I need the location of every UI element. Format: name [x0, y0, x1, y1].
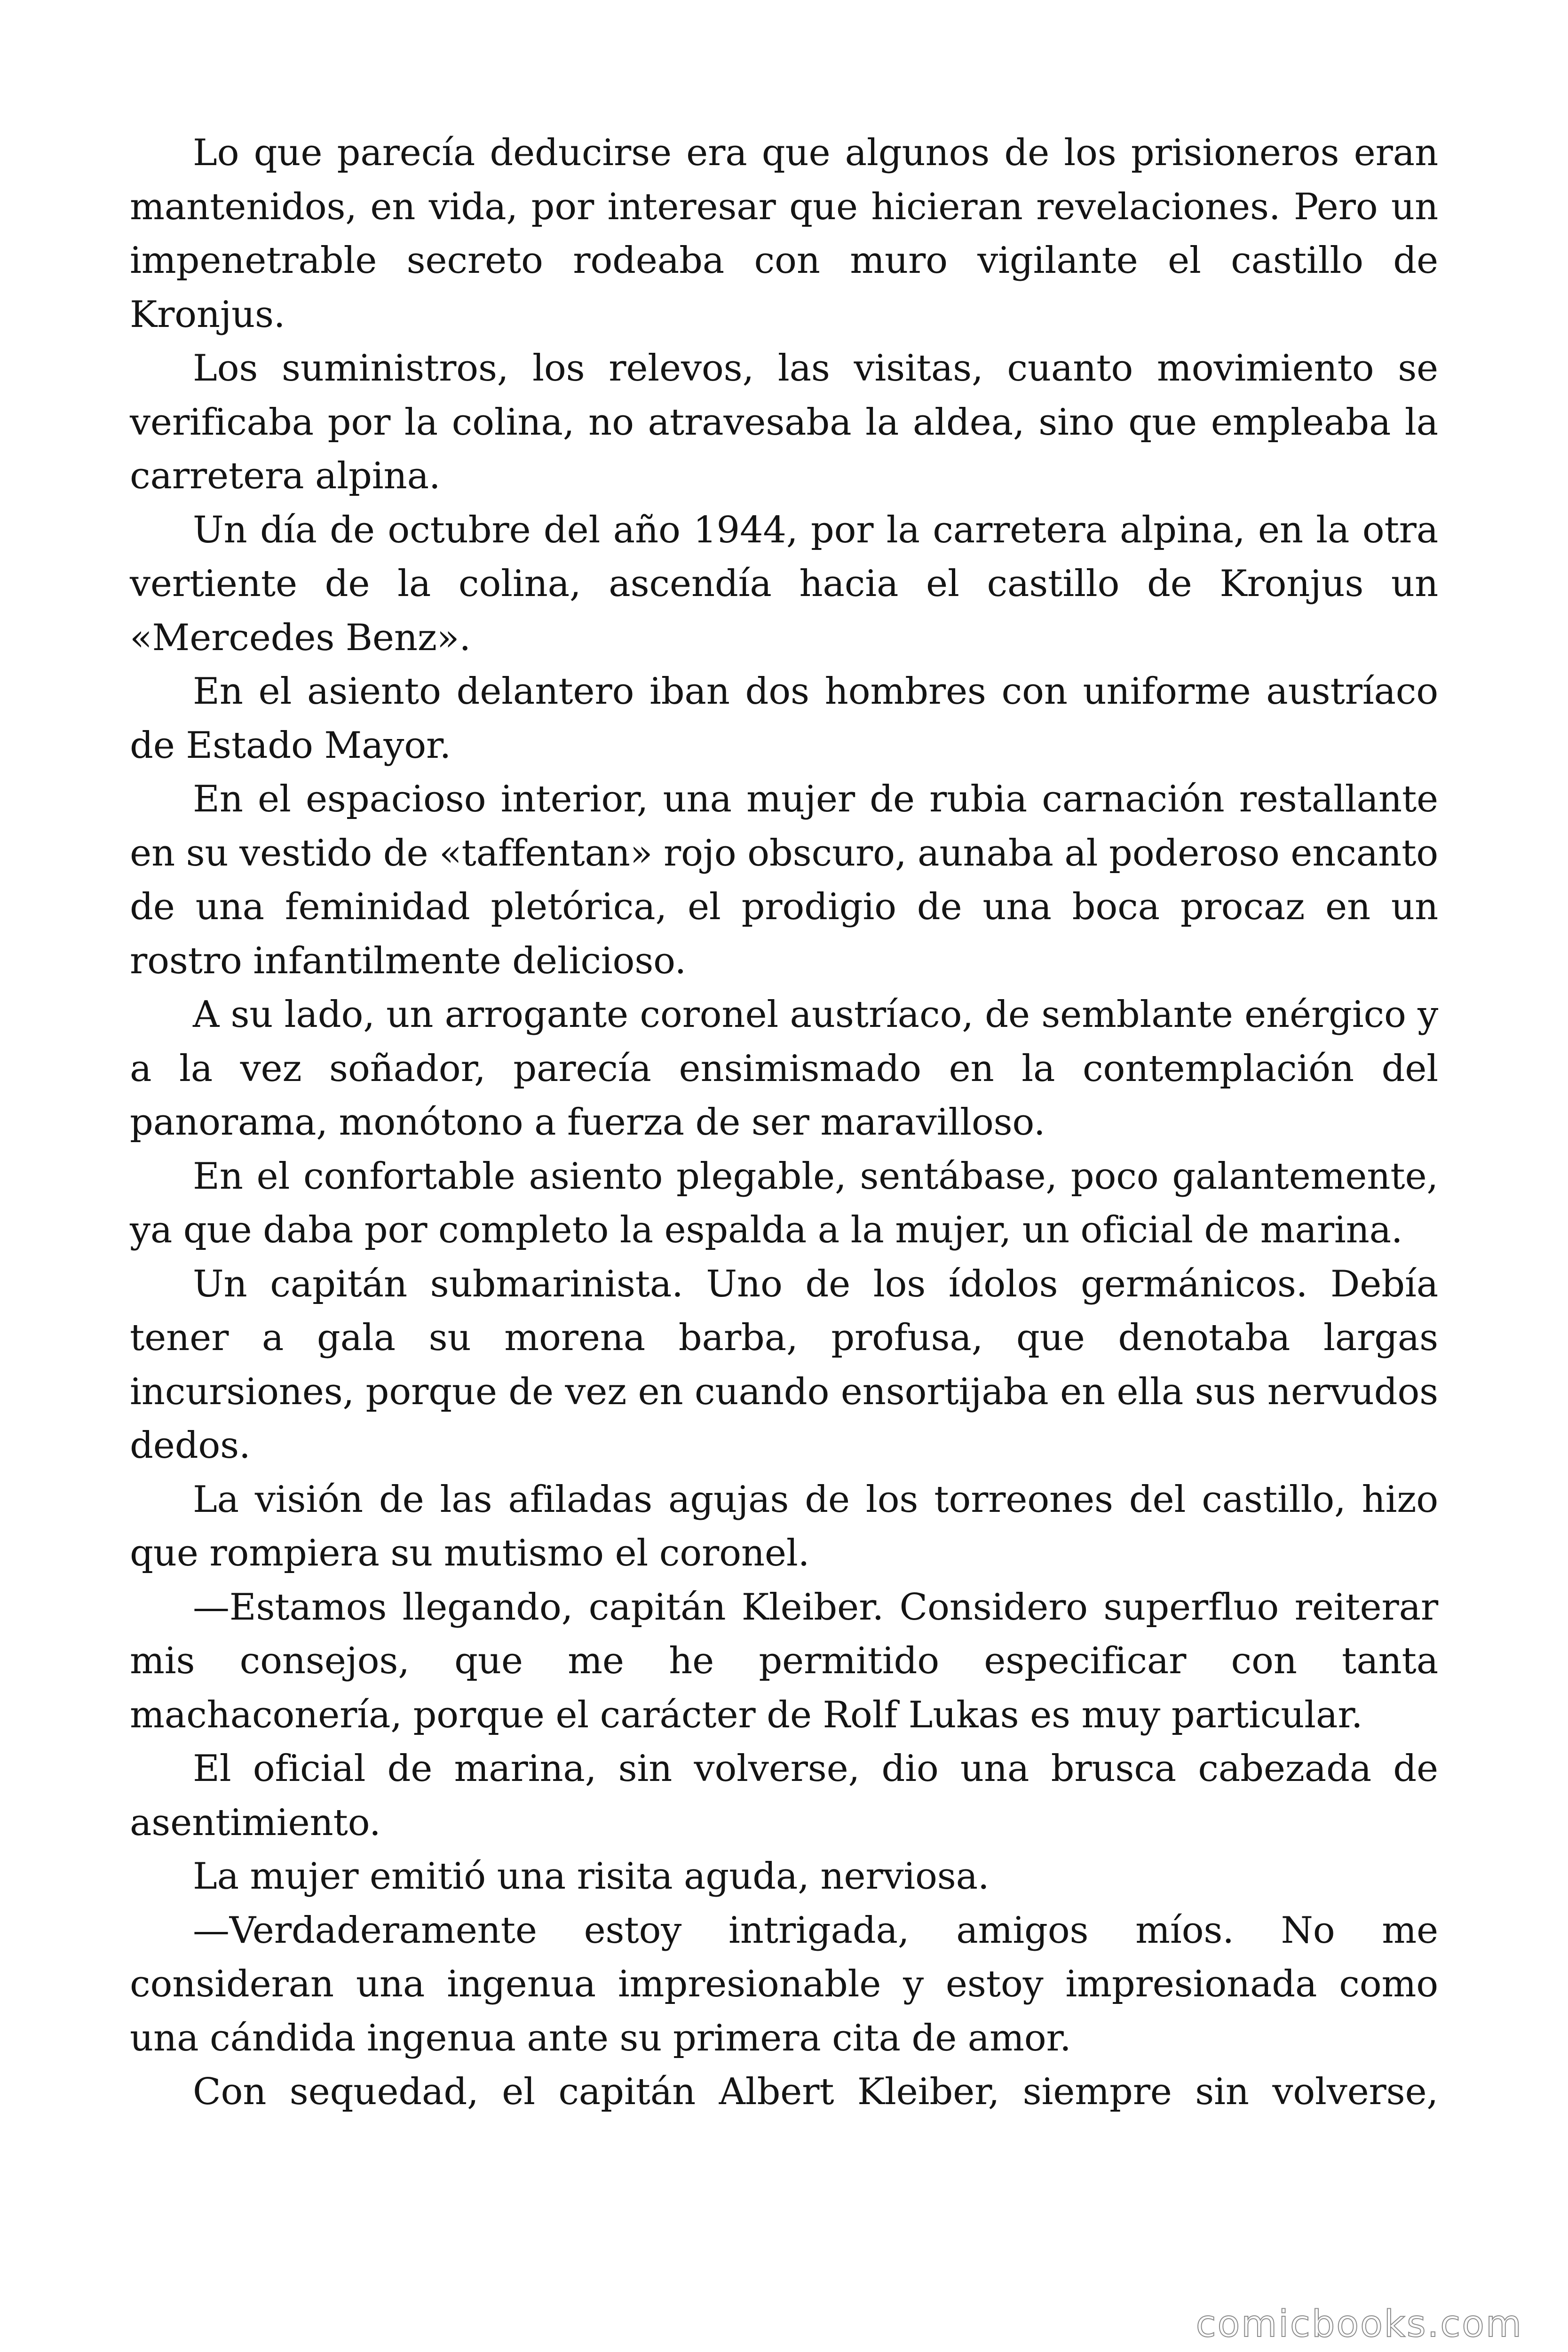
paragraph: En el confortable asiento plegable, sentábase, poco galantemente, ya que daba por completo la espalda a la mujer, un oficial de marina. — [130, 1155, 1438, 1251]
paragraph: Los suministros, los relevos, las visitas, cuanto movimiento se verificaba por la colina, no atravesaba la aldea, sino que empleaba la carretera alpina. — [130, 347, 1438, 497]
paragraph: En el espacioso interior, una mujer de rubia carnación restallante en su vestido de «taffentan» rojo obscuro, aunaba al poderoso encanto de una feminidad pletórica, el prodigio de una boca procaz en un rostro infantilmente delicioso. — [130, 778, 1438, 982]
paragraph: Lo que parecía deducirse era que algunos de los prisioneros eran mantenidos, en vida, por interesar que hicieran revelaciones. Pero un impenetrable secreto rodeaba con muro vigilante el castillo de Kronjus. — [130, 132, 1438, 336]
paragraph: —Estamos llegando, capitán Kleiber. Considero superfluo reiterar mis consejos, que me he permitido especificar con tanta machaconería, porque el carácter de Rolf Lukas es muy particular. — [130, 1586, 1438, 1736]
paragraph: —Verdaderamente estoy intrigada, amigos míos. No me consideran una ingenua impresionable y estoy impresionada como una cándida ingenua ante su primera cita de amor. — [130, 1909, 1438, 2059]
paragraph: A su lado, un arrogante coronel austríaco, de semblante enérgico y a la vez soñador, parecía ensimismado en la contemplación del panorama, monótono a fuerza de ser maravilloso. — [130, 993, 1438, 1144]
paragraph: Un capitán submarinista. Uno de los ídolos germánicos. Debía tener a gala su morena barba, profusa, que denotaba largas incursiones, porque de vez en cuando ensortijaba en ella sus nervudos dedos. — [130, 1263, 1438, 1467]
paragraph: La visión de las afiladas agujas de los torreones del castillo, hizo que rompiera su mutismo el coronel. — [130, 1478, 1438, 1574]
body-text — [130, 126, 1438, 2119]
paragraph: En el asiento delantero iban dos hombres con uniforme austríaco de Estado Mayor. — [130, 670, 1438, 767]
paragraph: La mujer emitió una risita aguda, nerviosa. — [193, 1855, 990, 1898]
paragraph: El oficial de marina, sin volverse, dio una brusca cabezada de asentimiento. — [130, 1748, 1438, 1844]
paragraph: Un día de octubre del año 1944, por la carretera alpina, en la otra vertiente de la colina, ascendía hacia el castillo de Kronjus un «Mercedes Benz». — [130, 509, 1438, 659]
paragraph-continued: Con sequedad, el capitán Albert Kleiber, siempre sin volverse, — [193, 2071, 1438, 2113]
watermark-text: comicbooks.com — [1196, 2303, 1523, 2345]
